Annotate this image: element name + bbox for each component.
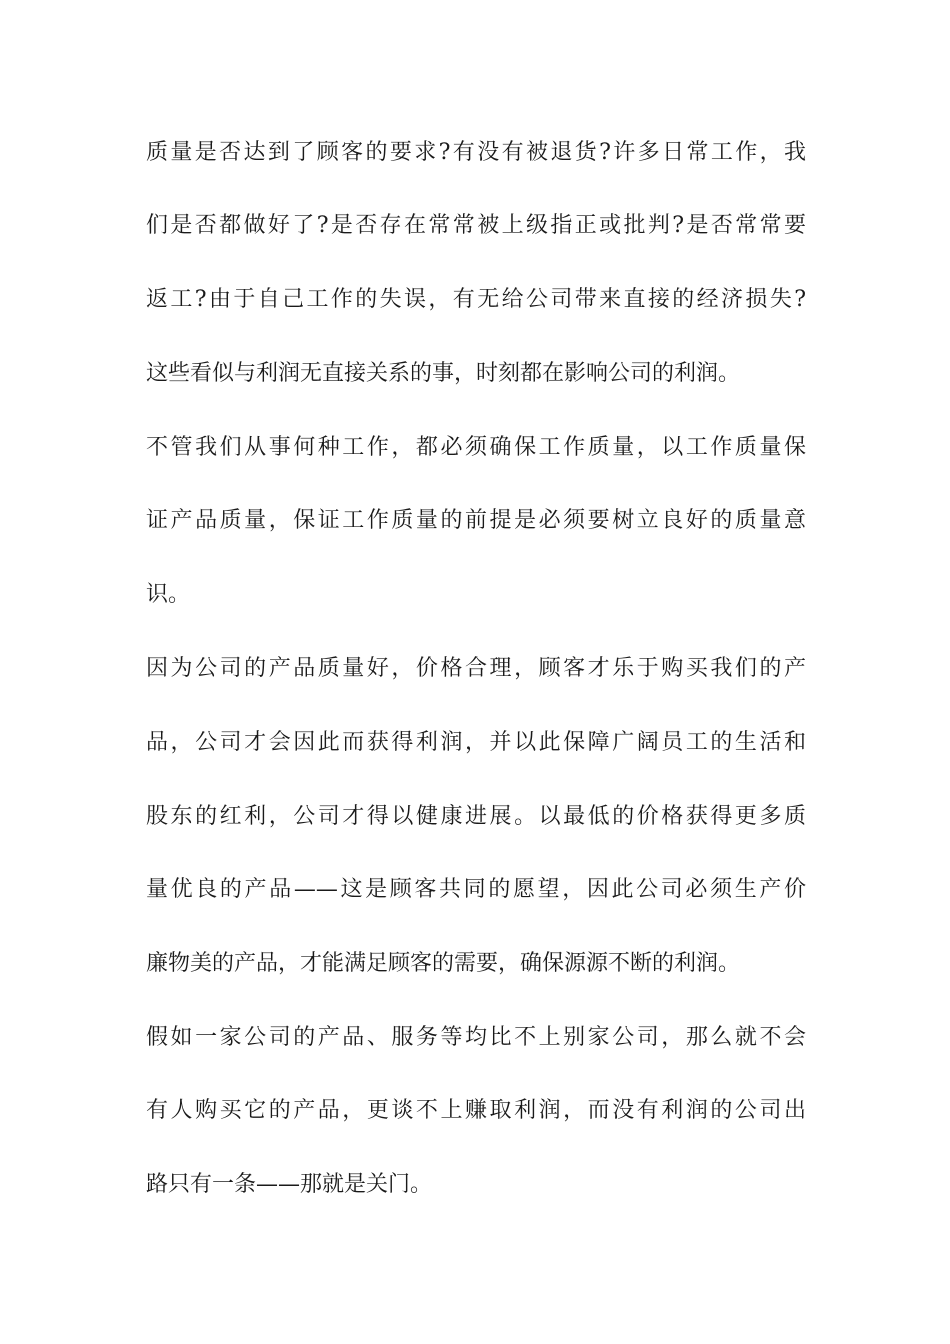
text-line: 量优良的产品——这是顾客共同的愿望，因此公司必须生产价 — [146, 877, 806, 902]
text-line: 品，公司才会因此而获得利润，并以此保障广阔员工的生活和 — [146, 730, 806, 755]
text-line: 证产品质量，保证工作质量的前提是必须要树立良好的质量意 — [146, 508, 806, 533]
text-line: 这些看似与利润无直接关系的事，时刻都在影响公司的利润。 — [146, 361, 741, 386]
text-line: 们是否都做好了?是否存在常常被上级指正或批判?是否常常要 — [146, 213, 806, 238]
text-line: 廉物美的产品，才能满足顾客的需要，确保源源不断的利润。 — [146, 951, 741, 976]
text-line: 返工?由于自己工作的失误，有无给公司带来直接的经济损失? — [146, 287, 806, 312]
text-line: 因为公司的产品质量好，价格合理，顾客才乐于购买我们的产 — [146, 656, 806, 681]
text-line: 质量是否达到了顾客的要求?有没有被退货?许多日常工作，我 — [146, 140, 806, 165]
text-line: 假如一家公司的产品、服务等均比不上别家公司，那么就不会 — [146, 1025, 806, 1050]
text-line: 识。 — [146, 582, 191, 607]
text-line: 不管我们从事何种工作，都必须确保工作质量，以工作质量保 — [146, 435, 806, 460]
text-line: 股东的红利，公司才得以健康进展。以最低的价格获得更多质 — [146, 804, 806, 829]
text-line: 路只有一条——那就是关门。 — [146, 1172, 433, 1197]
text-line: 有人购买它的产品，更谈不上赚取利润，而没有利润的公司出 — [146, 1098, 806, 1123]
